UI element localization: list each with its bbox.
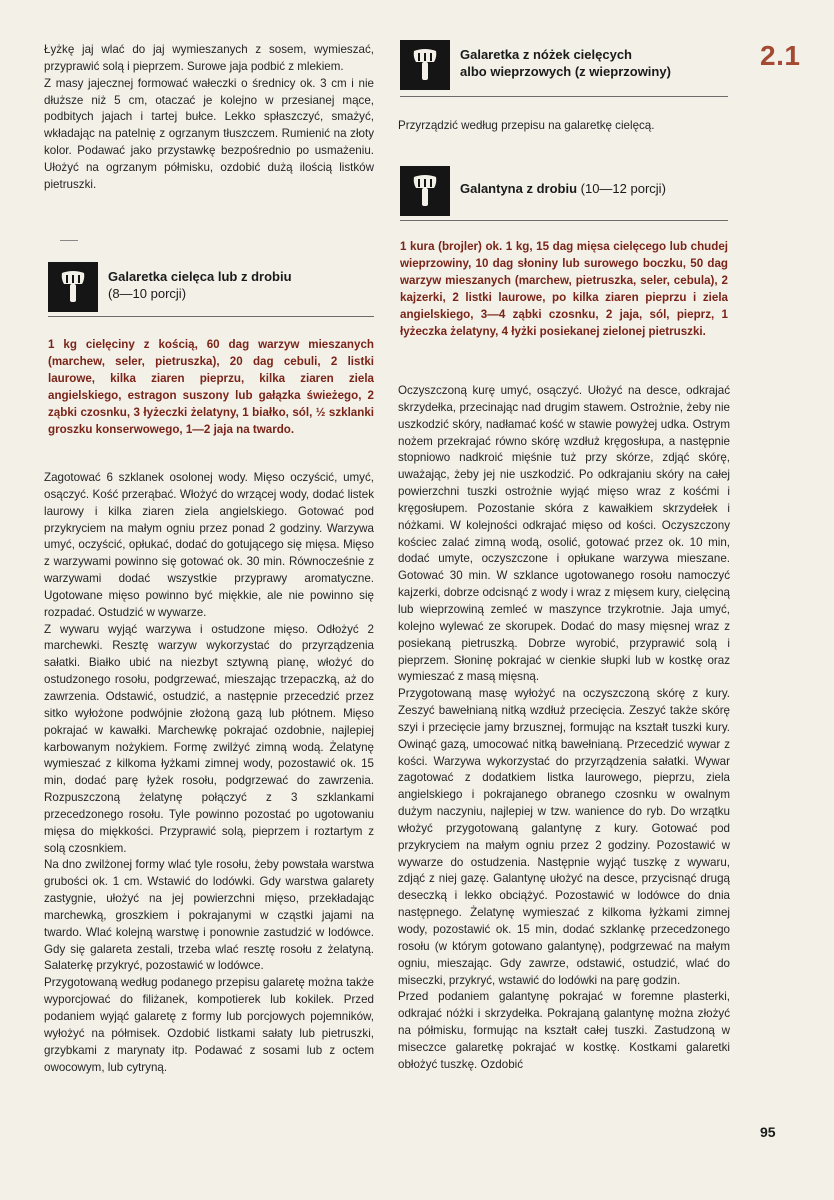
recipe-title-block: [460, 166, 666, 197]
method-paragraph: Oczyszczoną kurę umyć, osączyć. Ułożyć na desce, odkrajać skrzydełka, przecinając nad drugim stawem. Ostrożnie, żeby nie uszkodzić skóry, nadłamać kość w stawie powyżej udka. Ostrym nożem przekrajać równo skórę wzdłuż kręgosłupa, a następnie stopniowo nadkroić mięśnie tuż przy skórze, zdjąć skórę, uważając, żeby jej nie uszkodzić. Po odkrajaniu skóry na całej powierzchni tuszki ostrożnie wyjąć mięso wraz z kośćmi i kręgosłupem. Pozostanie skóra z kawałkiem skrzydełek i nóżkami. W kolejności odkrajać mięso od kości. Oczyszczony kościec zalać zimną wodą, osolić, gotować przez ok. 10 min, dodać umyte, oczyszczone i opłukane warzywa mieszane. Gotować 30 min. W szklance ugotowanego rosołu namoczyć kajzerki, dobrze odcisnąć z wody i wraz z mięsem kury, cielęciną lub wieprzowiną zemleć w maszynce trzykrotnie. Jaja umyć, kolejno wylewać ze skorupek. Dodać do masy mięsnej wraz z posiekaną pietruszką. Dobrze wyrobić, przyprawić solą i pieprzem. Słoninę pokrajać w cienkie słupki lub w kostkę oraz wymieszać z masą mięsną.: [398, 384, 730, 684]
recipe-title: Galaretka cielęca lub z drobiu: [108, 269, 292, 284]
left-intro-text: [44, 42, 374, 194]
fork-icon: [400, 166, 450, 216]
method-paragraph: Na dno zwilżonej formy wlać tyle rosołu, żeby powstała warstwa grubości ok. 1 cm. Wstawić do lodówki. Gdy warstwa galarety zastygnie, ułożyć na jej powierzchni mięso, przekładając marchewką, groszkiem i pokrajanymi w cząstki jajami na twardo. Wlać kolejną warstwę i ponownie zastudzić w lodówce. Gdy się galareta zestali, trzeba wlać resztę rosołu z żelatyną. Salaterkę przykryć, pozostawić w lodówce.: [44, 858, 374, 973]
method-paragraph: Przed podaniem galantynę pokrajać w foremne plasterki, odkrajać nóżki i skrzydełka. Pokrajaną galantynę można złożyć na półmisku, formując na kształt całej tuszki. Zastudzoną w miseczce galaretkę pokrajać w kostkę. Kostkami galaretki obłożyć tuszkę. Ozdobić: [398, 990, 730, 1071]
recipe1-method: [44, 470, 374, 1076]
method-paragraph: Przyrządzić według przepisu na galaretkę cielęcą.: [398, 119, 655, 132]
recipe-title-line2: albo wieprzowych (z wieprzowiny): [460, 64, 671, 79]
recipe-portions: (8—10 porcji): [108, 286, 187, 301]
recipe-heading-galaretka-cieleca: [48, 262, 374, 312]
method-paragraph: Przygotowaną masę wyłożyć na oczyszczoną skórę z kury. Zeszyć bawełnianą nitką wzdłuż przecięcia. Zeszyć także skórę szyi i przecięcie jamy brzusznej, formując na kształt tuszki kury. Owinąć gazą, umocować nitką bawełnianą. Przecedzić wywar z kości. Warzywa wykorzystać do przyrządzenia sałatki. Wywar zagotować z dodatkiem listka laurowego, pieprzu, ziela angielskiego i pokrajanego obranego czosnku w owalnym dużym naczyniu, najlepiej w tzw. wanience do ryb. Do wrzątku włożyć przygotowaną galantynę z kury. Gotować pod przykryciem na małym ogniu przez 2 godziny. Pozostawić w wywarze do ostudzenia. Następnie wyjąć tuszkę z wywaru, zdjąć z niej gazę. Galantynę ułożyć na desce, przycisnąć drugą deseczką i lekko obciążyć. Pozostawić w lodówce do dnia następnego. Żelatynę wymieszać z kilkoma łyżkami zimnej wody, pozostawić ok. 15 min, dodać szklankę przecedzonego rosołu (w którym gotowano galantynę), podgrzewać na małym ogniu, mieszając. Gdy zawrze, odstawić, ostudzić, wlać do miseczki, przykryć, wstawić do lodówki na parę godzin.: [398, 687, 730, 987]
fork-icon: [48, 262, 98, 312]
heading-rule: [400, 220, 728, 221]
recipe-title-block: [460, 40, 671, 80]
recipe3-ingredients: [400, 239, 728, 340]
recipe-title: Galantyna z drobiu: [460, 181, 578, 196]
fork-icon: [400, 40, 450, 90]
heading-rule: [400, 96, 728, 97]
page-number: 95: [760, 1124, 776, 1140]
method-paragraph: Z wywaru wyjąć warzywa i ostudzone mięso. Odłożyć 2 marchewki. Resztę warzyw wykorzystać do przyrządzenia sałatki. Białko ubić na niezbyt sztywną pianę, włożyć do ostudzonego rosołu, podgrzewać, mieszając trzepaczką, aż do zawrzenia. Odstawić, ostudzić, a następnie przecedzić przez sitko wyłożone podwójnie złożoną gazą lub płótnem. Mięso pokrajać w kawałki. Marchewkę pokrajać ozdobnie, najlepiej karbowanym nożykiem. Formę zwilżyć zimną wodą. Żelatynę wymieszać z kilkoma łyżkami zimnej wody, pozostawić ok. 15 min, dodać parę łyżek rosołu, podgrzewać do zawrzenia. Rozpuszczoną żelatynę połączyć z 3 szklankami przecedzonego rosołu. Tyle powinno pozostać po ugotowaniu mięsa do miękkości. Przyprawić solą, pieprzem i roztartym z solą czosnkiem.: [44, 622, 374, 855]
ingredients-list: 1 kura (brojler) ok. 1 kg, 15 dag mięsa cielęcego lub chudej wieprzowiny, 10 dag słoniny lub surowego boczku, 50 dag warzyw mieszanych (marchew, pietruszka, seler, cebula), 2 kajzerki, 2 listki laurowe, po kilka ziaren pieprzu i ziela angielskiego, 3—4 ząbki czosnku, 2 jaja, sól, pieprz, 1 łyżeczka żelatyny, 4 łyżki posiekanej zielonej pietruszki.: [400, 240, 728, 338]
method-paragraph: Przygotowaną według podanego przepisu galaretę można także wyporcjować do filiżanek, kompotierek lub kokilek. Przed podaniem wyjąć galaretę z formy lub porcjowych pojemników, wyłożyć na półmisek. Ozdobić listkami sałaty lub pietruszki, grzybkami z marynaty itp. Podawać z sosami lub z octem owocowym, lub cytryną.: [44, 976, 374, 1074]
ingredients-list: 1 kg cielęciny z kością, 60 dag warzyw mieszanych (marchew, seler, pietruszka), 20 dag cebuli, 2 listki laurowe, kilka ziaren pieprzu, kilka ziaren ziela angielskiego, estragon suszony lub gałązka świeżego, 2 ząbki czosnku, 3 łyżeczki żelatyny, 1 białko, sól, ½ szklanki groszku konserwowego, 1—2 jaja na twardo.: [48, 338, 374, 436]
recipe2-text: [398, 118, 730, 135]
recipe-title-block: [108, 262, 292, 302]
intro-paragraph: Z masy jajecznej formować wałeczki o średnicy ok. 3 cm i nie dłuższe niż 5 cm, otaczać je kolejno w przesianej mące, podbitych jajach i tartej bułce. Lekko spłaszczyć, smażyć, wkładając na patelnię z ogrzanym tłuszczem. Rumienić na złoty kolor. Podawać jako przystawkę bezpośrednio po usmażeniu. Ułożyć na ogrzanym półmisku, ozdobić dużą ilością listków pietruszki.: [44, 76, 374, 191]
recipe-portions: (10—12 porcji): [580, 181, 666, 196]
intro-paragraph: Łyżkę jaj wlać do jaj wymieszanych z sosem, wymieszać, przyprawić solą i pieprzem. Surowe jaja podbić z mlekiem.: [44, 43, 374, 73]
recipe-title-line1: Galaretka z nóżek cielęcych: [460, 47, 632, 62]
heading-rule: [48, 316, 374, 317]
recipe-heading-galantyna: [400, 166, 728, 216]
recipe3-method: [398, 383, 730, 1074]
method-paragraph: Zagotować 6 szklanek osolonej wody. Mięso oczyścić, umyć, osączyć. Kość przerąbać. Włożyć do wrzącej wody, dodać listek laurowy i kilka ziaren ziela angielskiego. Gotować pod przykryciem na małym ogniu przez ponad 2 godziny. Warzywa umyć, oczyścić, opłukać, dodać do gotującego się mięsa. Mięso z warzywami powinno się gotować ok. 30 min. Równocześnie z warzywami dodać wszystkie przyprawy aromatyczne. Ugotowane mięso powinno być miękkie, ale nie powinno się rozpadać. Ostudzić w wywarze.: [44, 471, 374, 619]
chapter-number: 2.1: [760, 40, 801, 71]
divider: [60, 240, 78, 241]
recipe1-ingredients: [48, 337, 374, 438]
recipe-heading-galaretka-nozki: [400, 40, 728, 90]
